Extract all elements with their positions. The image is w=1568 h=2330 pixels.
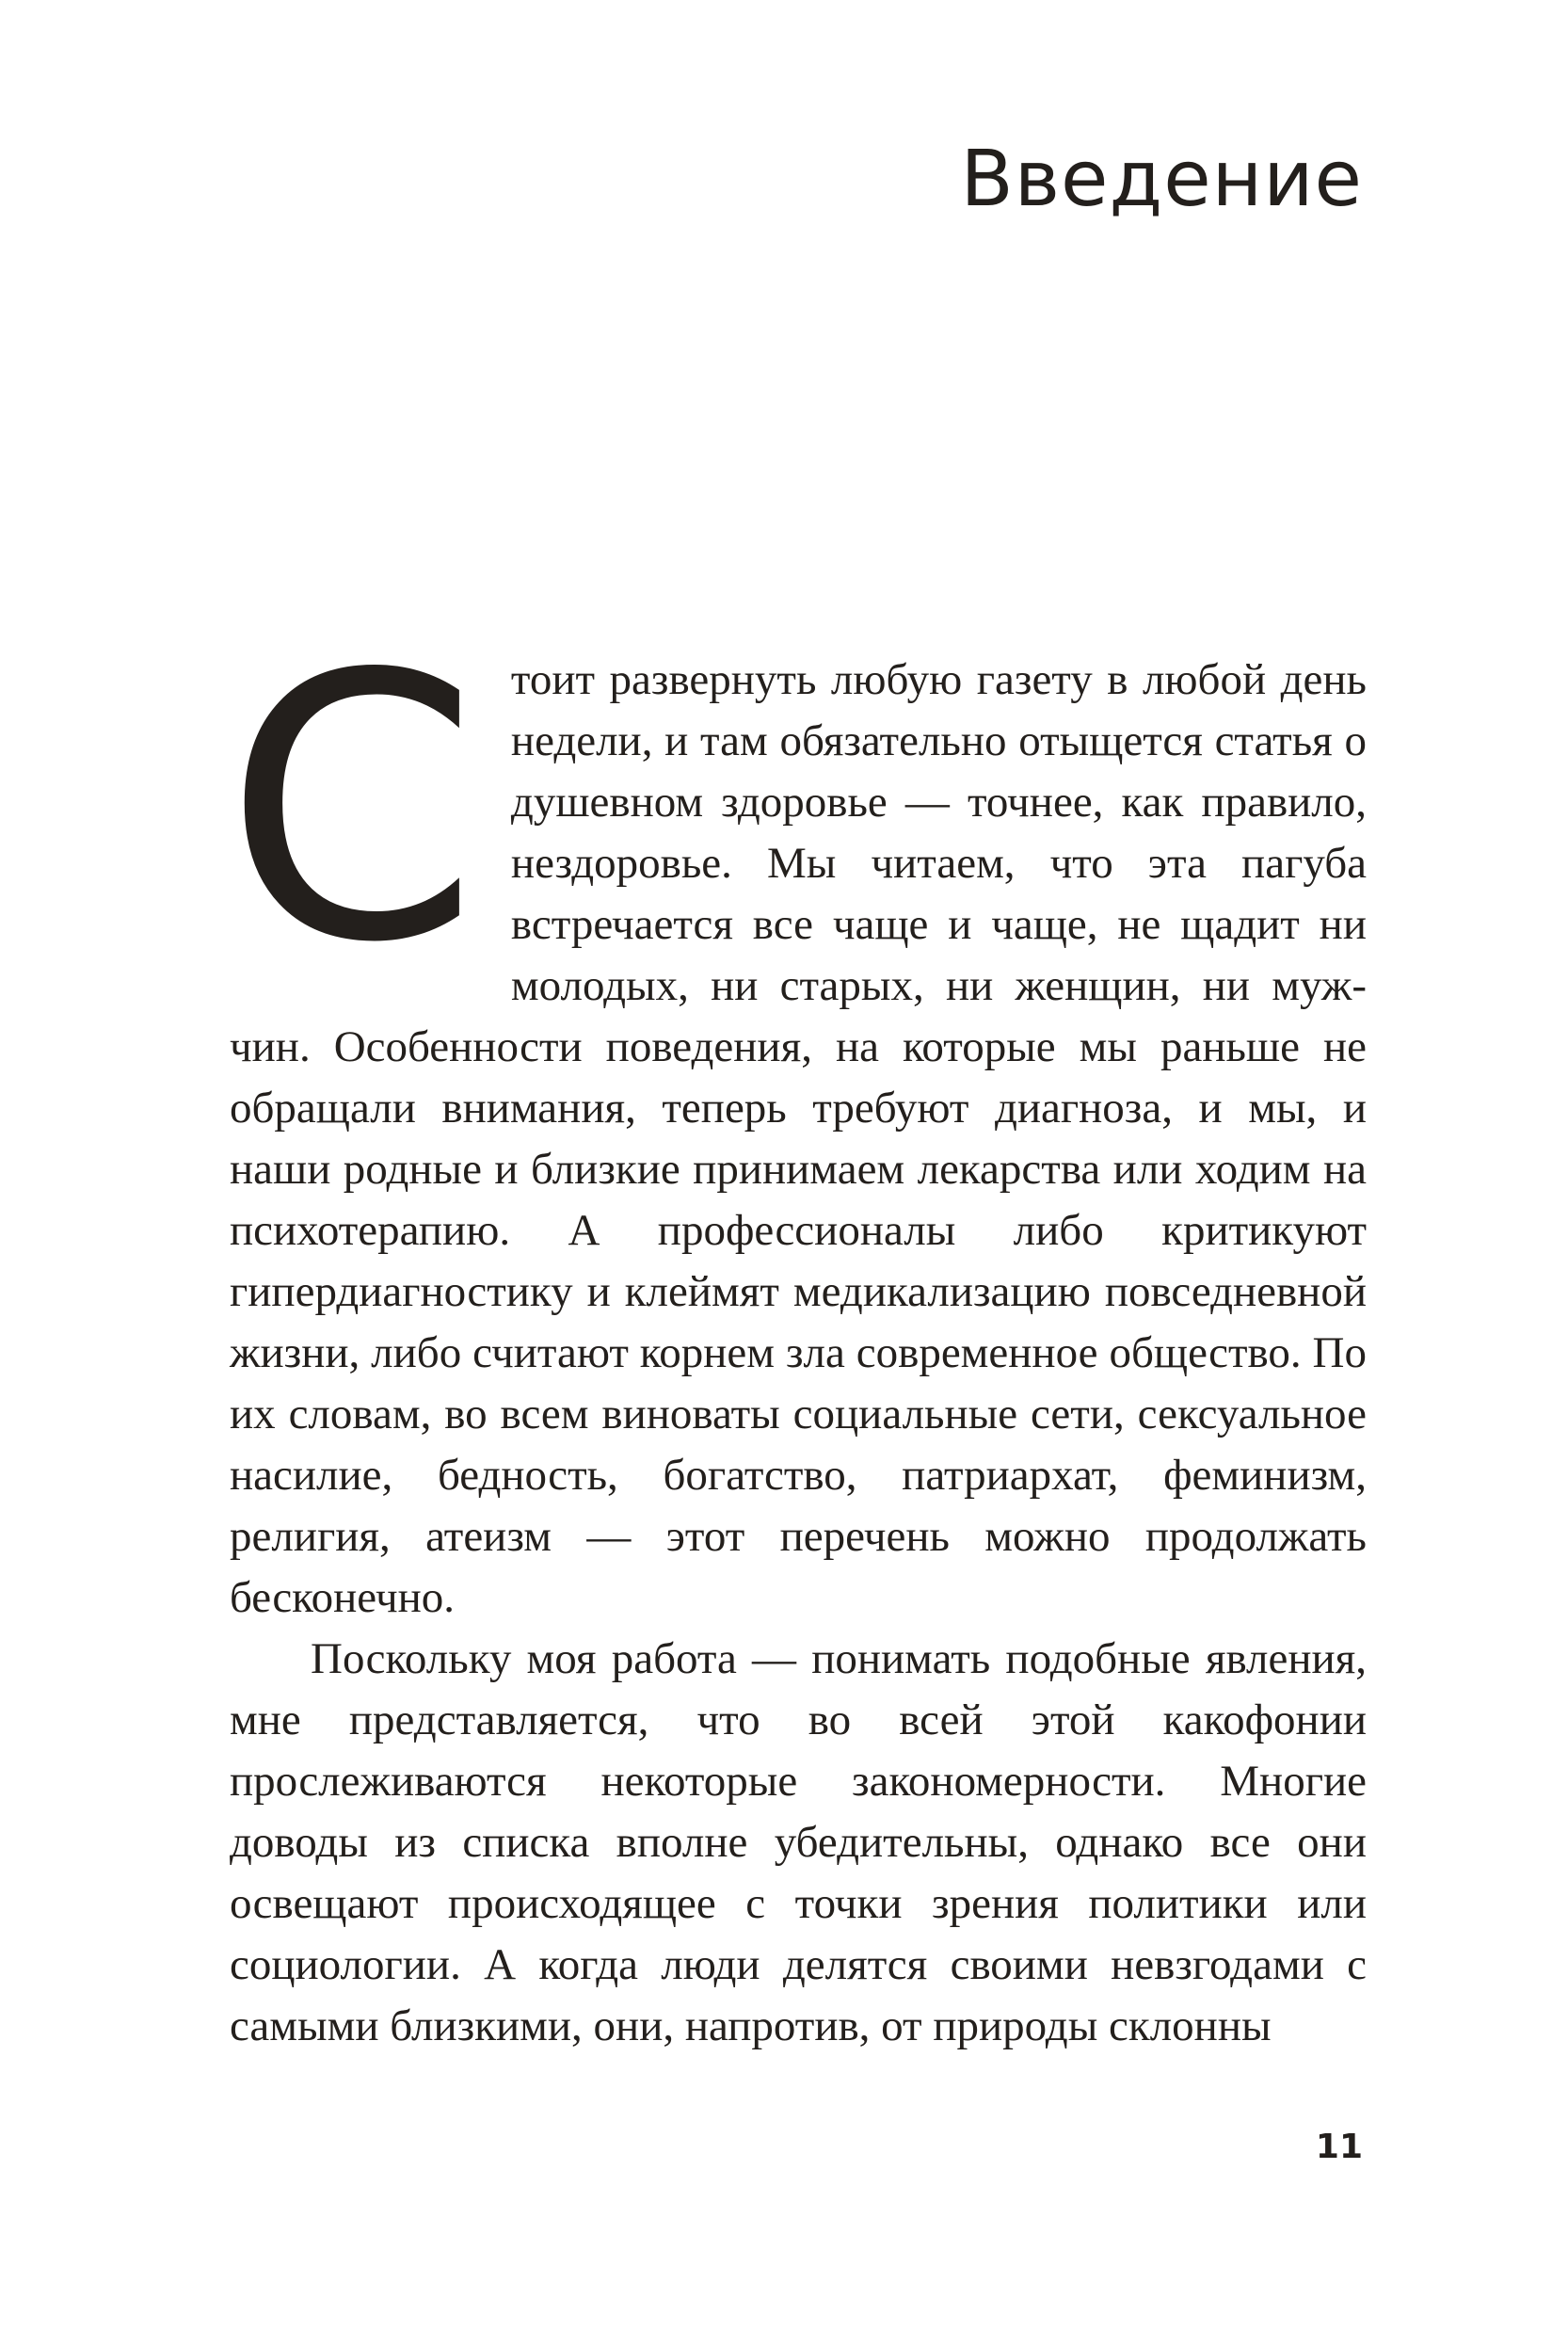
paragraph-2: Поскольку моя работа — понимать подобные явления, мне представляется, что во всей этой какофонии прослеживаются некоторые закономерности. Многие доводы из списка вполне убедительны, однако все они освещают происходящее с точки зрения политики или социологии. А когда люди делятся своими невзгодами с самыми близкими, они, напротив, от природы склонны	[230, 1634, 1367, 2050]
page-number: 11	[1315, 2128, 1363, 2166]
chapter-title: Введение	[960, 135, 1363, 224]
paragraph-1	[224, 597, 1367, 1629]
body-text	[224, 597, 1367, 2057]
drop-cap: С	[224, 597, 479, 1022]
paragraph-1-text: тоит развернуть любую газету в любой день недели, и там обязательно отыщется статья о душевном здоровье — точнее, как правило, нездоровье. Мы читаем, что эта пагуба встречается все чаще и чаще, не щадит ни молодых, ни старых, ни женщин, ни мужчин. Особенности поведения, на которые мы раньше не обращали внимания, теперь требуют диагноза, и мы, и наши родные и близкие принимаем лекарства или ходим на психотерапию. А профессионалы либо критикуют гипердиагностику и клеймят медикализацию повседневной жизни, либо считают корнем зла современное общество. По их словам, во всем виноваты социальные сети, сексуальное насилие, бедность, богатство, патриархат, феминизм, религия, атеизм — этот перечень можно продолжать бесконечно.	[230, 655, 1367, 1622]
